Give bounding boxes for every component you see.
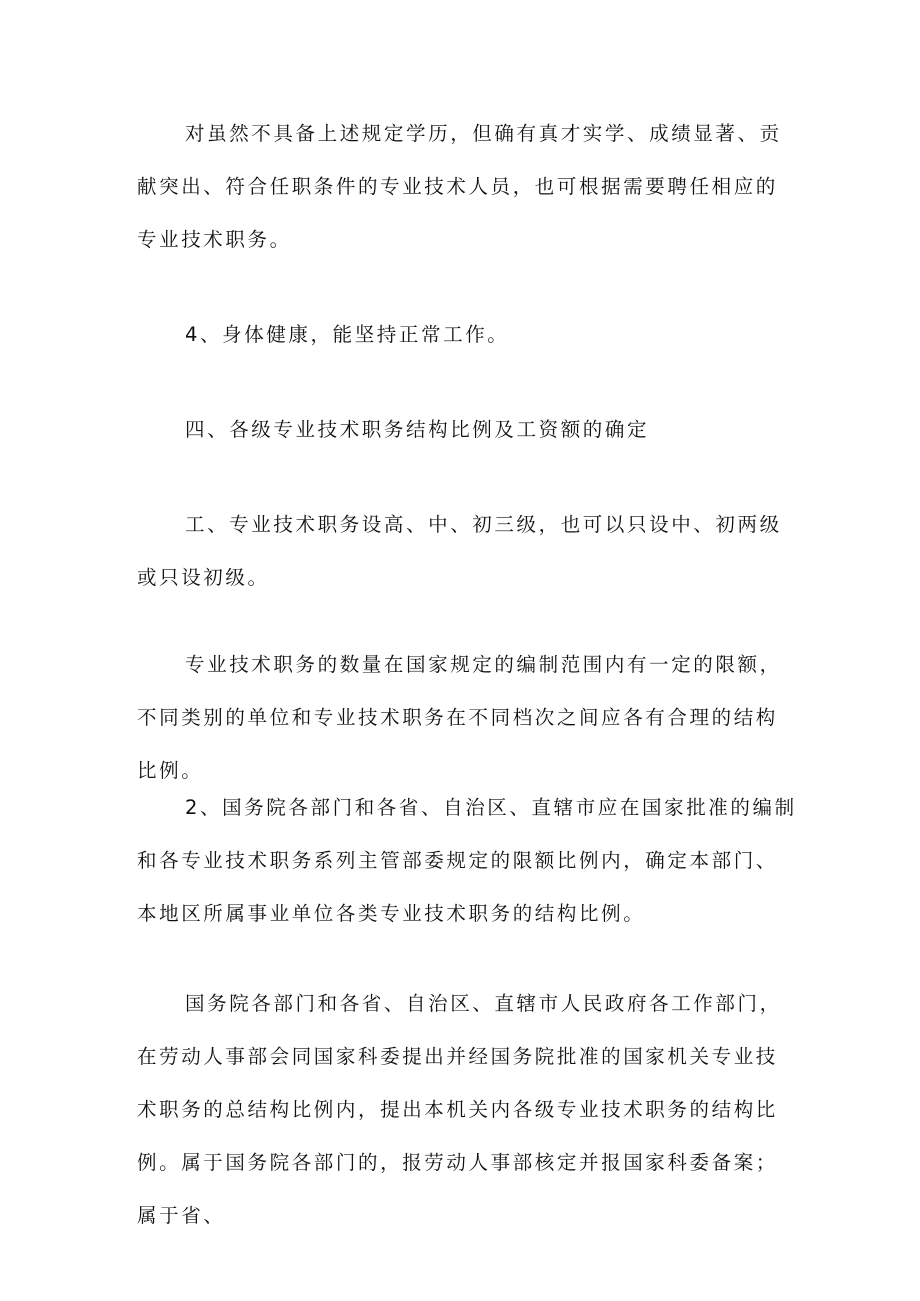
paragraph-exception-clause: 对虽然不具备上述规定学历，但确有真才实学、成绩显著、贡献突出、符合任职条件的专业技术人员，也可根据需要聘任相应的专业技术职务。 xyxy=(137,122,782,251)
paragraph-state-council-departments: 国务院各部门和各省、自治区、直辖市人民政府各工作部门，在劳动人事部会同国家科委提出并经国务院批准的国家机关专业技术职务的总结构比例内，提出本机关内各级专业技术职务的结构比例。属于国务院各部门的，报劳动人事部核定并报国家科委备案；属于省、 xyxy=(137,992,782,1227)
paragraph-departments-ratio: 2、国务院各部门和各省、自治区、直辖市应在国家批准的编制和各专业技术职务系列主管部委规定的限额比例内，确定本部门、本地区所属事业单位各类专业技术职务的结构比例。 xyxy=(137,796,797,925)
paragraph-health-requirement: 4、身体健康，能坚持正常工作。 xyxy=(185,323,510,346)
paragraph-quota: 专业技术职务的数量在国家规定的编制范围内有一定的限额，不同类别的单位和专业技术职务在不同档次之间应各有合理的结构比例。 xyxy=(137,653,782,782)
section-heading-structure-ratio: 四、各级专业技术职务结构比例及工资额的确定 xyxy=(185,418,650,441)
paragraph-levels: 工、专业技术职务设高、中、初三级，也可以只设中、初两级或只设初级。 xyxy=(137,513,782,589)
